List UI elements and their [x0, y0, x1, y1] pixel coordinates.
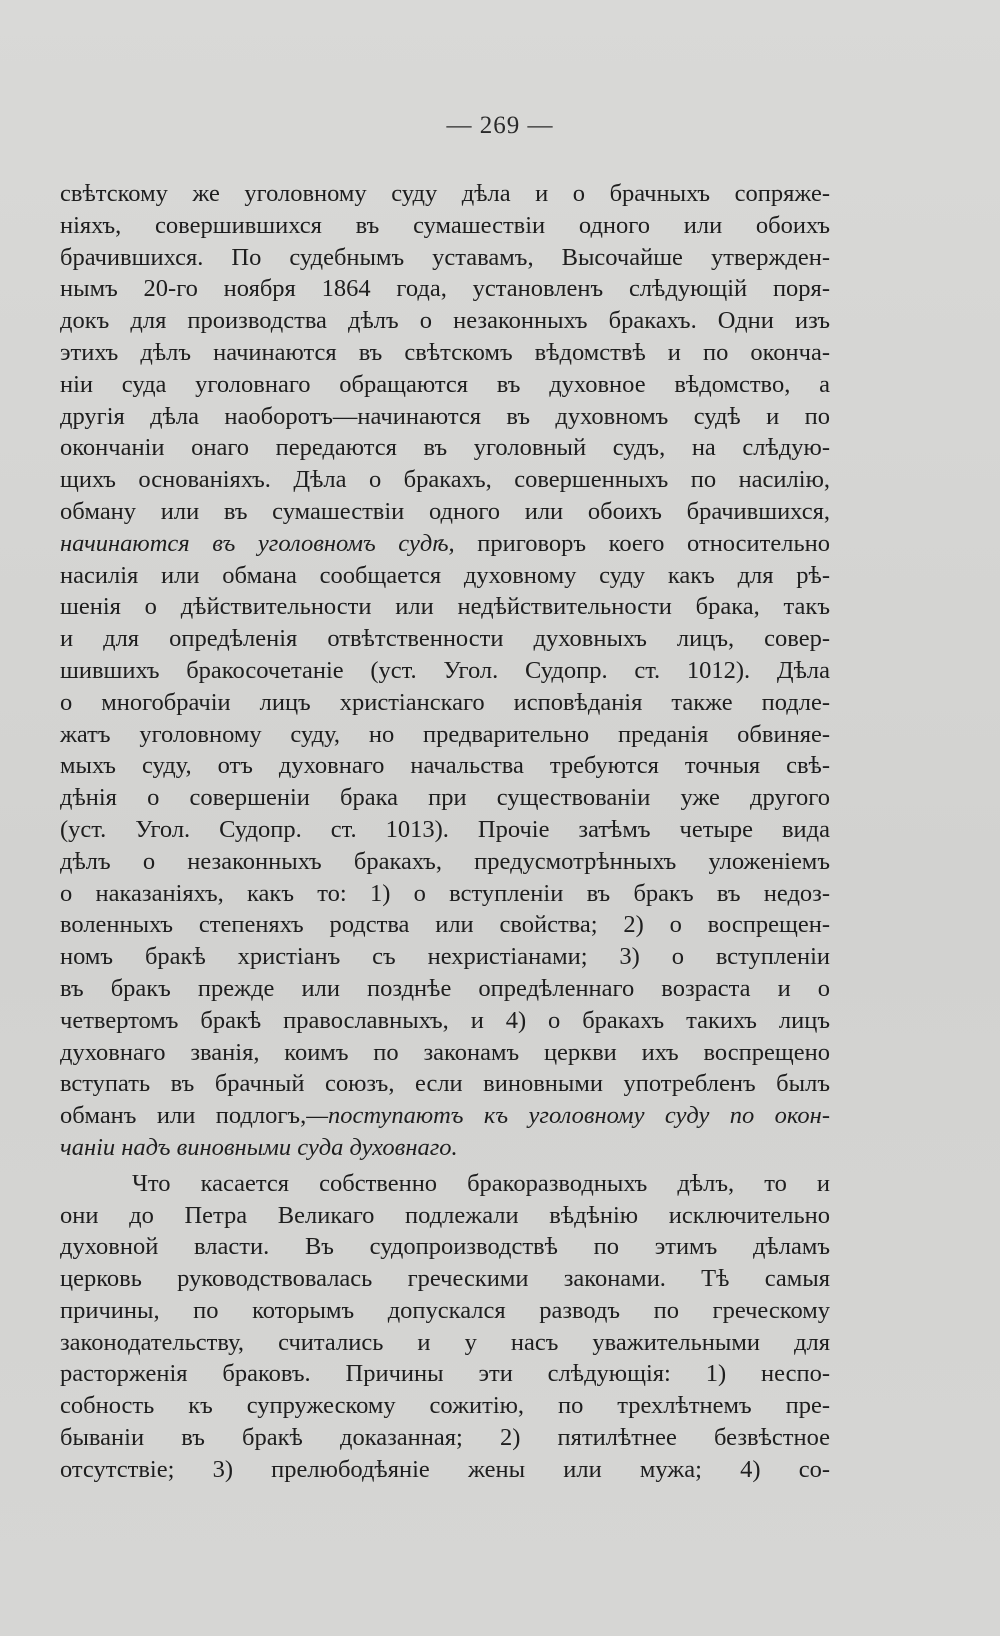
text-line: шенія о дѣйствительности или недѣйствительности брака, такъ	[60, 593, 830, 621]
text-line: нымъ 20-го ноября 1864 года, установленъ слѣдующій поря-	[60, 275, 830, 303]
text-line: собность къ супружескому сожитію, по трехлѣтнемъ пре-	[60, 1392, 830, 1420]
text-line: Что касается собственно бракоразводныхъ дѣлъ, то и	[132, 1169, 830, 1197]
text-line: вступать въ брачный союзъ, если виновными употребленъ былъ	[60, 1070, 830, 1098]
text-line: они до Петра Великаго подлежали вѣдѣнію исключительно	[60, 1201, 830, 1229]
paragraph-2	[60, 1168, 830, 1486]
text-line: о наказаніяхъ, какъ то: 1) о вступленіи въ бракъ въ недоз-	[60, 879, 830, 907]
text-line: брачившихся. По судебнымъ уставамъ, Высочайше утвержден-	[60, 243, 830, 271]
text-line: щихъ основаніяхъ. Дѣла о бракахъ, совершенныхъ по насилію,	[60, 466, 830, 494]
text-line: духовнаго званія, коимъ по законамъ церкви ихъ воспрещено	[60, 1038, 830, 1066]
text-line: дѣнія о совершеніи брака при существованіи уже другого	[60, 784, 830, 812]
text-line: и для опредѣленія отвѣтственности духовныхъ лицъ, совер-	[60, 625, 830, 653]
text-line: отсутствіе; 3) прелюбодѣяніе жены или мужа; 4) со-	[60, 1455, 830, 1483]
text-line: насилія или обмана сообщается духовному суду какъ для рѣ-	[60, 561, 830, 589]
text-line: обману или въ сумашествіи одного или обоихъ брачившихся,	[60, 497, 830, 525]
text-line: четвертомъ бракѣ православныхъ, и 4) о бракахъ такихъ лицъ	[60, 1006, 830, 1034]
text-line: номъ бракѣ христіанъ съ нехристіанами; 3) о вступленіи	[60, 943, 830, 971]
text-line: воленныхъ степеняхъ родства или свойства; 2) о воспрещен-	[60, 911, 830, 939]
text-line: другія дѣла наоборотъ—начинаются въ духовномъ судѣ и по	[60, 402, 830, 430]
page-text	[60, 178, 830, 1486]
italic-phrase: чаніи надъ виновными суда духовнаго.	[60, 1133, 458, 1161]
text-line: причины, по которымъ допускался разводъ по греческому	[60, 1296, 830, 1324]
italic-phrase: —поступаютъ къ уголовному суду по окон-	[306, 1102, 830, 1130]
text-line: ніи суда уголовнаго обращаются въ духовное вѣдомство, а	[60, 370, 830, 398]
text-line-mixed	[60, 528, 830, 560]
text-line-mixed	[60, 1132, 830, 1164]
plain-phrase: обманъ или подлогъ,	[60, 1102, 307, 1130]
text-line: мыхъ суду, отъ духовнаго начальства требуются точныя свѣ-	[60, 752, 830, 780]
plain-phrase: приговоръ коего относительно	[454, 529, 830, 557]
text-line: церковь руководствовалась греческими законами. Тѣ самыя	[60, 1265, 830, 1293]
text-line: духовной власти. Въ судопроизводствѣ по этимъ дѣламъ	[60, 1233, 830, 1261]
text-line-mixed	[60, 1100, 830, 1132]
text-line: законодательству, считались и у насъ уважительными для	[60, 1328, 830, 1356]
text-line: въ бракъ прежде или позднѣе опредѣленнаго возраста и о	[60, 974, 830, 1002]
text-line: этихъ дѣлъ начинаются въ свѣтскомъ вѣдомствѣ и по оконча-	[60, 338, 830, 366]
paragraph-1	[60, 178, 830, 1164]
text-line: быванiи въ бракѣ доказанная; 2) пятилѣтнее безвѣстное	[60, 1424, 830, 1452]
page-number: — 269 —	[446, 112, 554, 139]
text-line: жатъ уголовному суду, но предварительно преданія обвиняе-	[60, 720, 830, 748]
text-line: шившихъ бракосочетаніе (уст. Угол. Судопр. ст. 1012). Дѣла	[60, 656, 830, 684]
text-line: свѣтскому же уголовному суду дѣла и о брачныхъ сопряже-	[60, 180, 830, 207]
text-line: дѣлъ о незаконныхъ бракахъ, предусмотрѣнныхъ уложеніемъ	[60, 847, 830, 875]
text-line: (уст. Угол. Судопр. ст. 1013). Прочіе затѣмъ четыре вида	[60, 815, 830, 843]
text-line: ніяхъ, совершившихся въ сумашествіи одного или обоихъ	[60, 211, 830, 239]
text-line: расторженія браковъ. Причины эти слѣдующія: 1) неспо-	[60, 1360, 830, 1388]
text-line: окончаніи онаго передаются въ уголовный судъ, на слѣдую-	[60, 434, 830, 462]
text-line: о многобрачіи лицъ христіанскаго исповѣданія также подле-	[60, 688, 830, 716]
text-line: докъ для производства дѣлъ о незаконныхъ бракахъ. Одни изъ	[60, 307, 830, 335]
italic-phrase: начинаются въ уголовномъ судѣ,	[60, 529, 455, 557]
